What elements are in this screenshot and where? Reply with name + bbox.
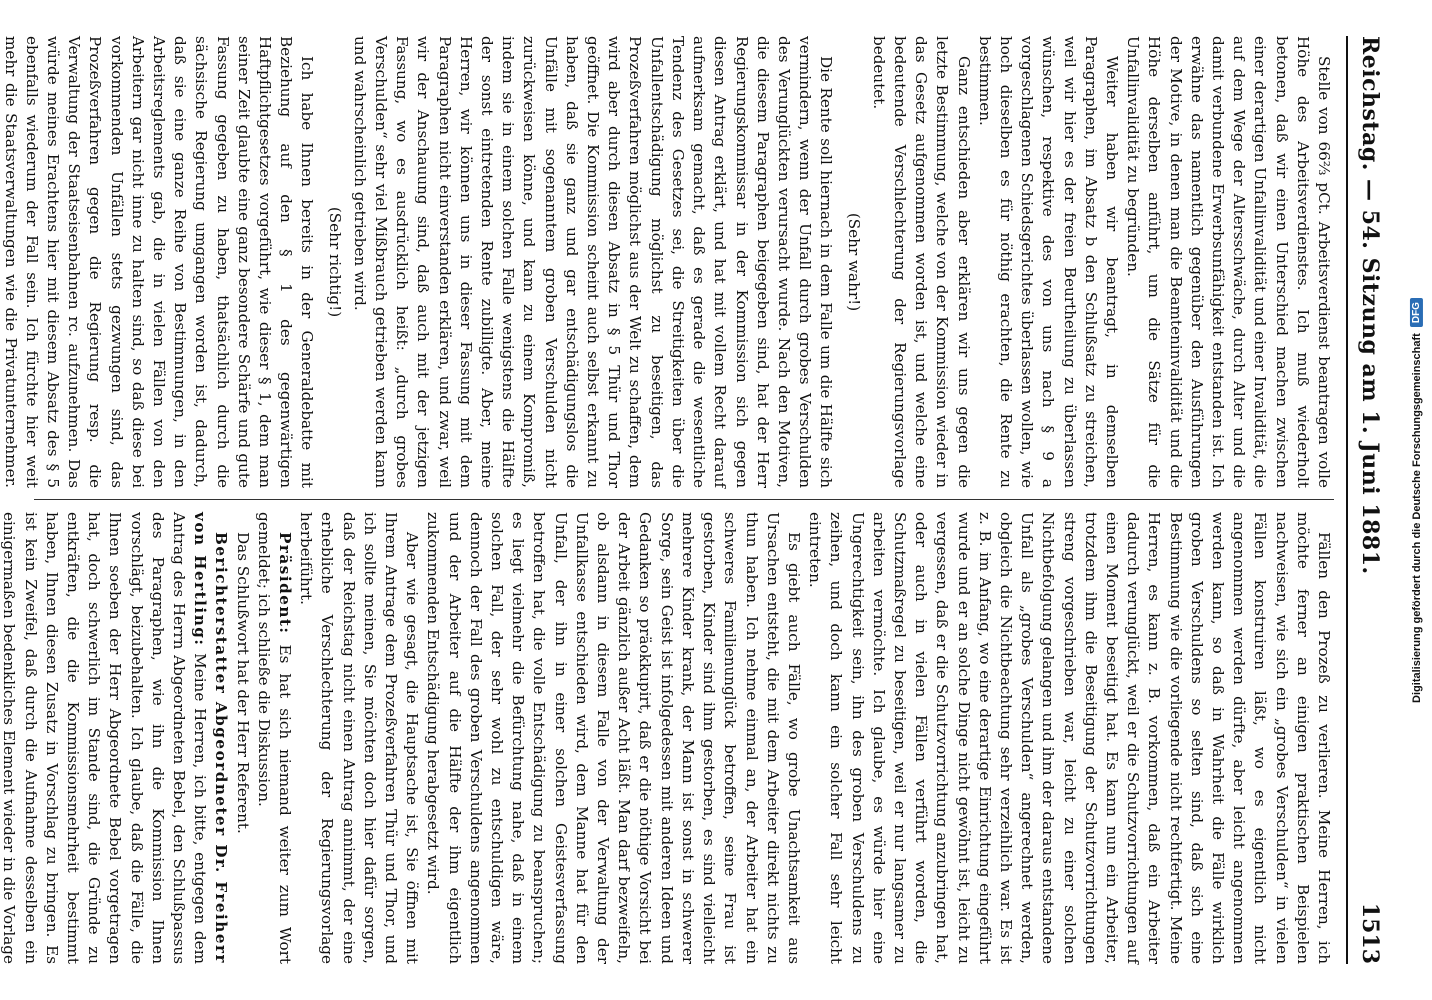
speech-paragraph — [0, 512, 231, 964]
speech-paragraph — [253, 512, 295, 964]
body-paragraph: Aber wie gesagt, die Hauptsache ist, Sie öffnen mit Ihrem Antrage dem Prozeßverfahren Thür und Thor, und ich sollte meinen, Sie möchten doch hier dafür sorgen, daß der Reichstag nicht einen Antrag annimmt, der eine erhebliche Verschlechterung der Regierungsvorlage herbeiführt. — [297, 512, 422, 964]
page-number: 1513 — [1357, 902, 1383, 964]
body-paragraph: Ganz entschieden aber erklären wir uns gegen die letzte Bestimmung, welche von der Kommission wieder in das Gesetz aufgenommen worden ist, und welche eine bedeutende Verschlechterung der Regierungsvorlage bedeutet. — [869, 36, 973, 488]
body-paragraph: Das Schlußwort hat der Herr Referent. — [233, 532, 252, 834]
running-head — [1346, 36, 1392, 964]
body-paragraph: Ich habe Ihnen bereits in der Generaldebatte mit Beziehung auf den § 1 des gegenwärtigen Haftpflichtgesetzes vorgeführt, wie dieser § 1, dem man seiner Zeit glaubte eine ganz besondere Schärfe und gute Fassung gegeben zu haben, thatsächlich durch die sächsische Regierung umgangen worden ist, dadurch, daß sie eine ganze Reihe von Bestimmungen, in den Arbeitsreglements gab, die in vielen Fällen von den Arbeitern gar nicht inne zu halten sind, so daß diese bei vorkommenden Unfällen stets gezwungen sind, das Prozeßverfahren gegen die Regierung resp. die Verwaltung der Staatseisenbahnen rc. aufzunehmen. Das würde meines Erachtens hier mit diesem Absatz des § 5 ebenfalls wiederum der Fall sein. Ich fürchte hier weit mehr die Staatsverwaltungen wie die Privatunternehmer. — [1, 36, 317, 488]
right-column — [0, 512, 1334, 964]
interjection: (Sehr wahr!) — [844, 212, 863, 312]
body-paragraph: Die Rente soll hiernach in dem Falle um die Hälfte sich vermindern, wenn der Unfall durch grobes Verschulden des Verunglückten verursacht wurde. Nach den Motiven, die diesem Paragraphen beigegeben sind, hat der Herr Regierungskommissar in der Kommission sich gegen diesen Antrag erklärt, und hat mit vollem Recht darauf aufmerksam gemacht, daß es gerade die wesentliche Tendenz des Gesetzes sei, die Streitigkeiten über die Unfallentschädigung möglichst zu beseitigen, das Prozeßverfahren möglichst aus der Welt zu schaffen, dem wird aber durch diesen Absatz in § 5 Thür und Thor geöffnet. Die Kommission scheint auch selbst erkannt zu haben, daß sie ganz und gar entschädigungslos die Unfälle mit sogenanntem groben Verschulden nicht zurückweisen könne, und kam zu einem Kompromiß, indem sie in einem solchen Falle wenigstens die Hälfte der sonst eintretenden Rente zubilligte. Aber, meine Herren, wir können uns in dieser Fassung mit dem Paragraphen nicht einverstanden erklären, und zwar, weil wir der Anschauung sind, daß auch mit der jetzigen Fassung, wo es ausdrücklich heißt: „durch grobes Verschulden“ sehr viel Mißbrauch getrieben werden kann und wahrscheinlich getrieben wird. — [350, 36, 836, 488]
speech-text: Meine Herren, ich bitte, entgegen dem Antrag des Herrn Abgeordneten Bebel, den Schlußpassus des Paragraphen, wie ihn die Kommission Ihnen vorschlägt, beizubehalten. Ich glaube, daß die Fälle, die Ihnen soeben der Herr Abgeordnete Bebel vorgetragen hat, doch schwerlich im Stande sind, die Gründe zu entkräften, die die Kommissionsmehrheit bestimmt haben, Ihnen diesen Zusatz in Vorschlag zu bringen. Es ist kein Zweifel, daß durch die Aufnahme desselben ein einigermaßen bedenkliches Element wieder in die Vorlage — [0, 512, 210, 964]
speech-text: Es hat sich niemand weiter zum Wort gemeldet; ich schließe die Diskussion. — [254, 512, 295, 964]
body-paragraph: Es giebt auch Fälle, wo grobe Unachtsamkeit aus Ursachen entsteht, die mit dem Arbeiter direkt nichts zu thun haben. Ich nehme einmal an, der Arbeiter hat ein schweres Familienunglück betroffen, seine Frau ist gestorben, Kinder sind ihm gestorben, es sind vielleicht mehrere Kinder krank, der Mann ist sonst in schwerer Sorge, sein Geist ist infolgedessen mit anderen Ideen und Gedanken so präokkupirt, daß er die nöthige Vorsicht bei der Arbeit gänzlich außer Acht läßt. Man darf bezweifeln, ob alsdann in diesem Falle von der Verwaltung der Unfallkasse entschieden wird, dem Manne hat für den Unfall, der ihn in einer solchen Geistesverfassung betroffen hat, die volle Entschädigung zu beanspruchen; es liegt vielmehr die Befürchtung nahe, daß in einem solchen Fall, der sehr wohl zu entschuldigen wäre, dennoch der Fall des groben Verschuldens angenommen und der Arbeiter auf die Hälfte der ihm eigentlich zukommenden Entschädigung herabgesetzt wird. — [424, 512, 803, 964]
body-paragraph: Stelle von 66⅔ pCt. Arbeitsverdienst beantragen volle Höhe des Arbeitsverdienstes. Ich muß wiederholt betonen, daß wir einen Unterschied machen zwischen einer derartigen Unfallinvalidität und einer Invalidität, die auf dem Wege der Altersschwäche, durch Alter und die damit verbundene Erwerbsunfähigkeit entstanden ist. Ich erwähne das namentlich gegenüber den Ausführungen der Motive, in denen man die Beamteninvalidität und die Höhe derselben anführt, um die Sätze für die Unfallinvalidität zu begründen. — [1124, 36, 1333, 488]
digitization-credit — [1400, 0, 1432, 1000]
running-head-title: Reichstag. — 54. Sitzung am 1. Juni 1881. — [1357, 36, 1383, 575]
credit-text: Digitalisierung gefördert durch die Deutsche Forschungsgemeinschaft — [1410, 332, 1422, 703]
left-column — [0, 36, 1334, 488]
column-divider — [34, 499, 1334, 500]
interjection: (Sehr richtig!) — [325, 206, 344, 318]
body-paragraph: Weiter haben wir beantragt, in demselben Paragraphen, im Absatz b den Schlußsatz zu streichen, weil wir hier es der freien Beurtheilung zu überlassen wünschen, respektive des von uns nach § 9 a vorgeschlagenen Schiedsgerichtes überlassen wollen, wie hoch dieselben es für nöthig erachten, die Rente zu bestimmen. — [975, 36, 1121, 488]
body-paragraph: Fällen den Prozeß zu verlieren. Meine Herren, ich möchte ferner an einigen praktischen Beispielen nachweisen, wie sich ein „grobes Verschulden“ in vielen Fällen konstruiren läßt, wo es eigentlich nicht angenommen werden dürfte, aber leicht angenommen werden kann, so daß in Wahrheit die Fälle wirklich groben Verschuldens so selten sind, daß sich eine Bestimmung wie die vorliegende nicht rechtfertigt. Meine Herren, es kann z. B. vorkommen, daß ein Arbeiter dadurch verunglückt, weil er die Schutzvorrichtungen auf einen Moment beseitigt hat. Es kann nun ein Arbeiter, trotzdem ihm die Beseitigung der Schutzvorrichtungen streng vorgeschrieben war, leicht zu einer solchen Nichtbefolgung gelangen und ihm der daraus entstandene Unfall als „grobes Verschulden“ angerechnet werden, obgleich die Nichtbeachtung sehr verzeihlich war. Es ist z. B. im Anfang, wo eine derartige Einrichtung eingeführt wurde und er an solche Dinge nicht gewöhnt ist, leicht zu vergessen, daß er die Schutzvorrichtung anzubringen hat, oder auch in vielen Fällen verführt worden, die Schutzmaßregel zu beseitigen, weil er nur langsamer zu arbeiten vermöchte. Ich glaube, es würde hier eine Ungerechtigkeit sein, ihn des groben Verschuldens zu zeihen, und doch kann ein solcher Fall sehr leicht eintreten. — [806, 512, 1333, 964]
speaker-name: Präsident: — [276, 532, 295, 635]
dfg-logo-icon: DFG — [1410, 298, 1423, 327]
speaker-name: Berichterstatter Abgeordneter Dr. Freiherr von Hertling: — [191, 512, 231, 964]
